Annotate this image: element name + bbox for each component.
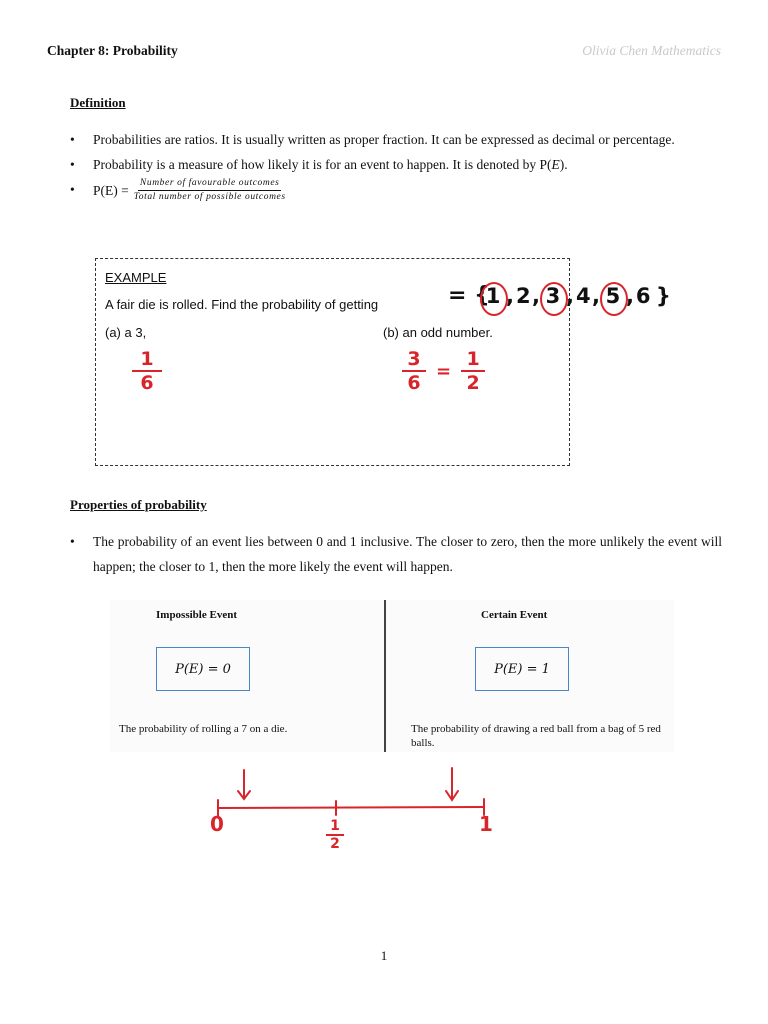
properties-heading: Properties of probability: [70, 497, 207, 512]
page-number: 1: [380, 948, 388, 963]
red-circle-mark: [480, 282, 508, 316]
panel-divider: [384, 600, 386, 752]
handwritten-answer-b: $\frac{3}{6}$ = $\frac{1}{2}$: [402, 348, 485, 394]
formula-denominator: Total number of possible outcomes: [133, 192, 286, 202]
example-part-a: (a) a 3,: [105, 325, 147, 340]
handwritten-set-items: 1 , 2 , 3 , 4 , 5 , 6 }: [482, 284, 671, 308]
certain-event-title: Certain Event: [481, 609, 548, 621]
example-part-b: (b) an odd number.: [383, 325, 493, 340]
certain-formula-box: P(E) = 1: [475, 647, 569, 691]
set-item-4: 4: [575, 284, 591, 308]
definition-bullet-1: • Probabilities are ratios. It is usually written as proper fraction. It can be expressed as decimal or percentage.: [70, 127, 722, 152]
probability-formula: • P(E) = $\frac{\text{Number of favourable outcomes}}{\text{Total number of possible outcomes}}$: [93, 178, 286, 202]
impossible-formula-box: P(E) = 0: [156, 647, 250, 691]
properties-list: [70, 529, 722, 579]
number-line-axis: [218, 807, 484, 808]
number-line-label-1: 1: [479, 812, 493, 836]
red-circle-mark: [540, 282, 568, 316]
set-item-3: 3: [542, 284, 564, 308]
handwritten-number-line: [200, 764, 510, 884]
number-line-label-half: 1 2: [326, 818, 344, 852]
handwritten-answer-a: 1 6: [132, 348, 162, 394]
handwritten-set: = {: [448, 283, 490, 308]
definition-bullet-formula: [70, 177, 722, 204]
chapter-title: Chapter 8: Probability: [47, 43, 178, 58]
definition-heading: Definition: [70, 95, 126, 110]
event-comparison-panel: [110, 600, 674, 752]
impossible-event-title: Impossible Event: [156, 609, 237, 621]
example-label: EXAMPLE: [105, 270, 167, 285]
formula-numerator: Number of favourable outcomes: [138, 177, 282, 191]
set-item-2: 2: [515, 284, 531, 308]
down-arrow-icon: [446, 768, 458, 800]
certain-event-description: The probability of drawing a red ball from a bag of 5 red balls.: [411, 723, 661, 749]
example-question: A fair die is rolled. Find the probability of getting: [105, 297, 379, 312]
definition-list: [70, 127, 722, 204]
definition-bullet-2: • Probability is a measure of how likely it is for an event to happen. It is denoted by P(E).: [70, 152, 722, 177]
set-item-1: 1: [482, 284, 504, 308]
number-line-label-0: 0: [210, 812, 224, 836]
down-arrow-icon: [238, 770, 250, 799]
author-watermark: Olivia Chen Mathematics: [582, 43, 721, 58]
set-item-5: 5: [602, 284, 624, 308]
set-item-6: 6: [635, 284, 651, 308]
red-circle-mark: [600, 282, 628, 316]
impossible-event-description: The probability of rolling a 7 on a die.: [119, 723, 288, 735]
formula-fraction: [132, 177, 288, 204]
properties-bullet-1: • The probability of an event lies between 0 and 1 inclusive. The closer to zero, then the more unlikely the event will happen; the closer to 1, then the more likely the event will happen.: [70, 529, 722, 579]
